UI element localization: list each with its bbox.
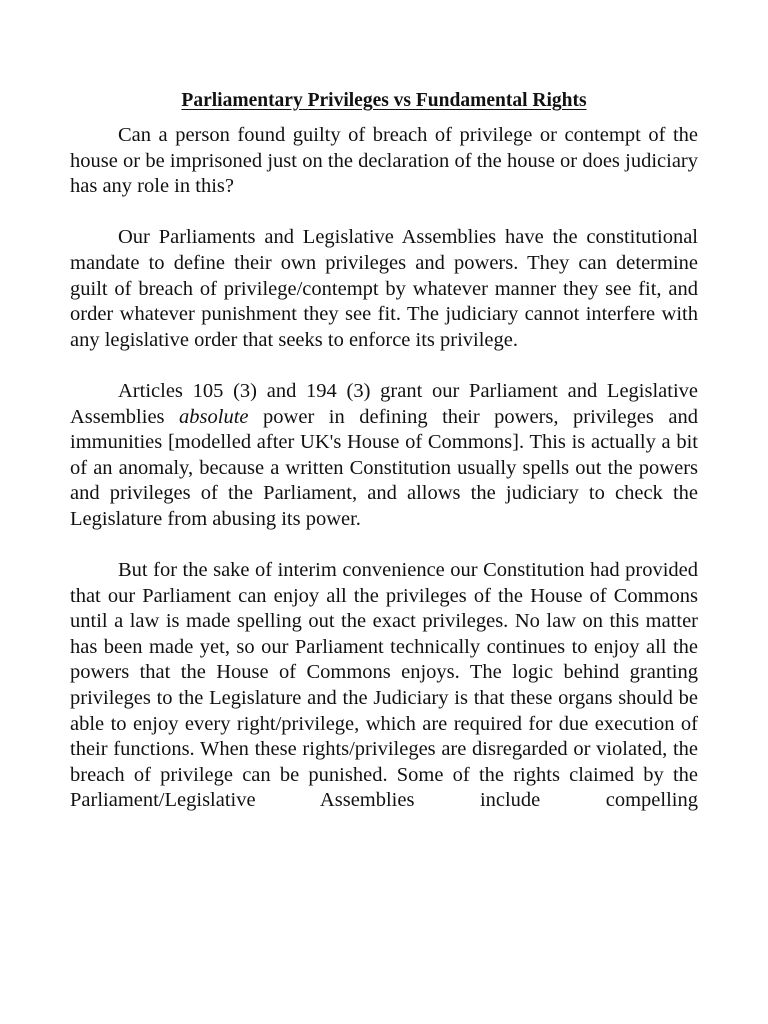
paragraph-2: Our Parliaments and Legislative Assemblies have the constitutional mandate to define their own privileges and powers. They can determine guilt of breach of privilege/contempt by whatever manner they see fit, and order whatever punishment they see fit. The judiciary cannot interfere with any legislative order that seeks to enforce its privilege. (70, 226, 698, 351)
paragraph-3-emphasis: absolute (179, 405, 249, 428)
document-page (70, 88, 698, 814)
document-title: Parliamentary Privileges vs Fundamental Rights (181, 90, 587, 111)
paragraph-3 (70, 379, 698, 533)
paragraph-3-text-after: power in defining their powers, privileges and immunities [modelled after UK's House of Commons]. This is actually a bit of an anomaly, because a written Constitution usually spells out the powers and privileges of the Parliament, and allows the judiciary to check the Legislature from abusing its power. (70, 405, 698, 530)
paragraph-1: Can a person found guilty of breach of privilege or contempt of the house or be imprisoned just on the declaration of the house or does judiciary has any role in this? (70, 124, 698, 198)
paragraph-3-text-before: Articles 105 (3) and 194 (3) grant our Parliament and Legislative Assemblies (70, 379, 698, 428)
paragraph-4: But for the sake of interim convenience our Constitution had provided that our Parliament can enjoy all the privileges of the House of Commons until a law is made spelling out the exact privileges. No law on this matter has been made yet, so our Parliament technically continues to enjoy all the powers that the House of Commons enjoys. The logic behind granting privileges to the Legislature and the Judiciary is that these organs should be able to enjoy every right/privilege, which are required for due execution of their functions. When these rights/privileges are disregarded or violated, the breach of privilege can be punished. Some of the rights claimed by the Parliament/Legislative Assemblies include compelling (70, 559, 698, 812)
